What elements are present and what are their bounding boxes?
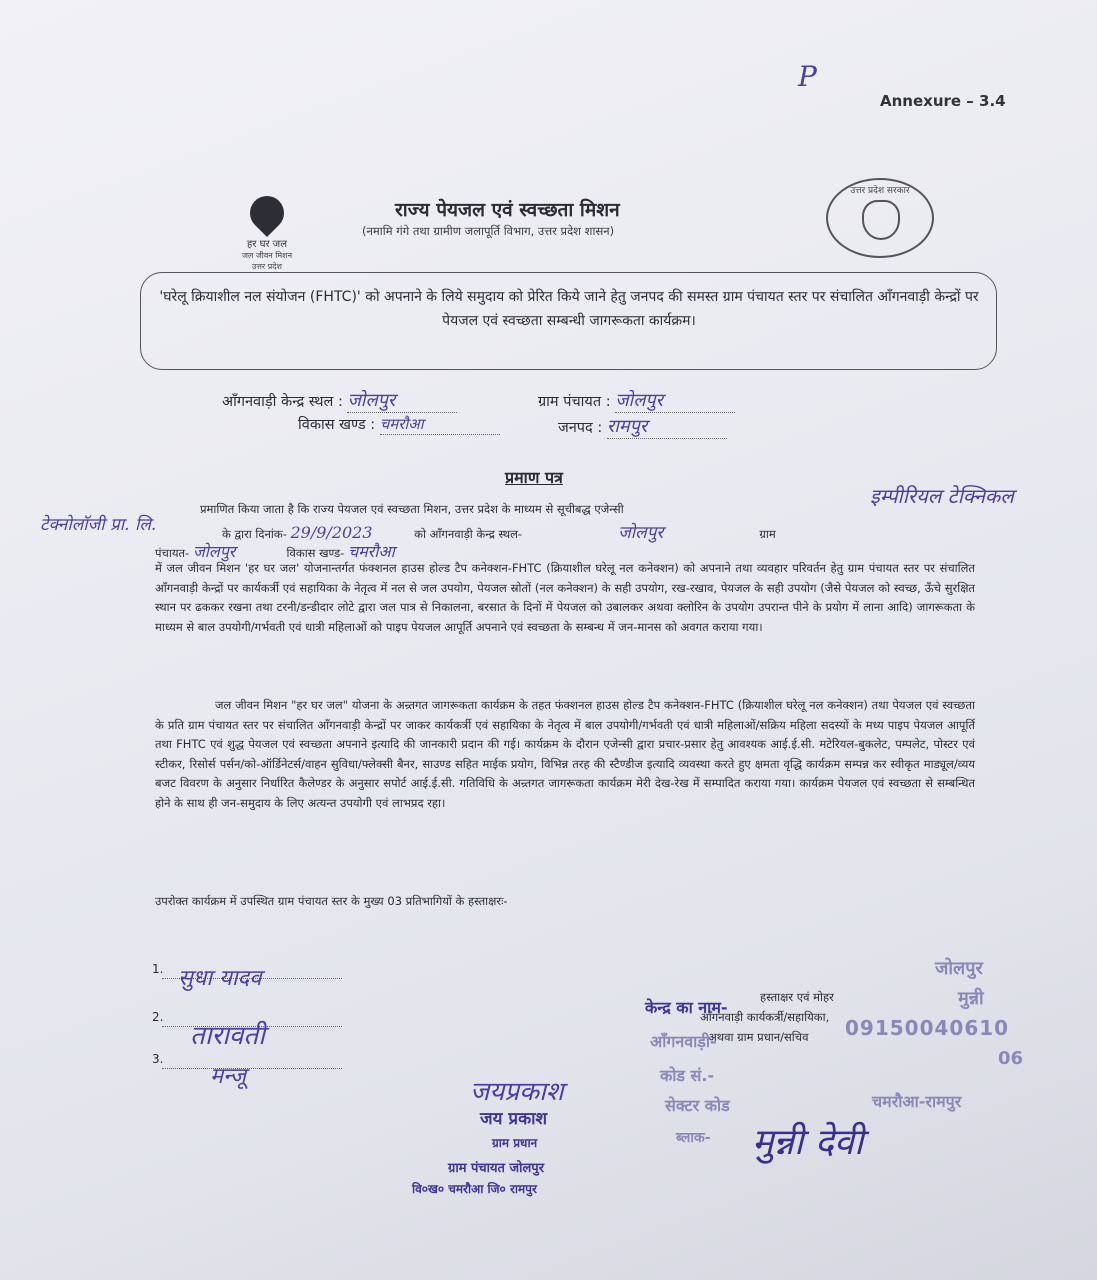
pradhan-signature: जयप्रकाश (470, 1077, 564, 1107)
stamp-sector-label: सेक्टर कोड (665, 1096, 730, 1115)
stamp-code-value: 09150040610 (845, 1016, 1010, 1040)
logo-left-line1: हर घर जल (247, 239, 287, 250)
participant-2-signature: तारावती (190, 1021, 265, 1051)
participant-3-line (162, 1068, 342, 1069)
anganwadi-value: जोलपुर (347, 388, 457, 413)
paragraph1-part-b: के द्वारा दिनांक- (222, 527, 287, 541)
participant-3-signature: मन्जू (210, 1064, 247, 1089)
participants-intro: उपरोक्त कार्यक्रम में उपस्थित ग्राम पंचायत स्तर के मुख्य 03 प्रतिभागियों के हस्ताक्षरः- (155, 894, 508, 908)
pradhan-line3: वि०ख० चमरौआ जि० रामपुर (412, 1182, 537, 1196)
programme-title: 'घरेलू क्रियाशील नल संयोजन (FHTC)' को अपनाने के लिये समुदाय को प्रेरित किये जाने हेतु जनपद की समस्त ग्राम पंचायत स्तर पर संचालित आँगनवाड़ी केन्द्रों पर पेयजल एवं स्वच्छता सम्बन्धी जागरूकता कार्यक्रम। (159, 289, 979, 329)
stamp-sector-value: 06 (998, 1048, 1024, 1069)
paragraph1-part-e: पंचायत- (155, 546, 190, 560)
emblem-bow-icon (862, 200, 900, 240)
signature-block-line2: आँगनवाड़ी कार्यकर्त्री/सहायिका, (700, 1010, 830, 1024)
khand-handwritten: चमरौआ (347, 542, 395, 561)
stamp-block-value: चमरौआ-रामपुर (872, 1092, 962, 1111)
gram-panchayat-label: ग्राम पंचायत : (538, 394, 611, 410)
logo-left-line3: उत्तर प्रदेश (252, 262, 282, 271)
janpad-label: जनपद : (558, 420, 603, 436)
participant-1-signature: सुधा यादव (178, 966, 262, 991)
vikas-khand-field (298, 414, 500, 435)
paragraph1-part-g: में जल जीवन मिशन 'हर घर जल' योजनान्तर्गत फंक्शनल हाउस होल्ड टैप कनेक्शन-FHTC (क्रियाशील घरेलू नल कनेक्शन) को अपनाने तथा व्यवहार परिवर्तन हेतु ग्राम पंचायत स्तर पर संचालित आँगनवाड़ी केन्द्रों पर कार्यकर्त्री एवं सहायिका के नेतृत्व में नल से जल उपयोग, पेयजल स्रोतों (नल कनेक्शन) के सही उपयोग, रख-रखाव, पेयजल के सही उपयोग (जैसे पेयजल को स्वच्छ, ऊँचे सुरक्षित स्थान पर ढककर रखना तथा टरनी/डन्डीदार लोटे द्वारा जल पात्र से निकालना, बरसात के दिनों में पेयजल को उबालकर अथवा क्लोरिन के उपयोग उपरान्त पीने के प्रयोग में लाना आदि) जागरूकता के माध्यम से बाल उपयोगी/गर्भवती एवं धात्री महिलाओं को पाइप पेयजल आपूर्ति अपनाने एवं स्वच्छता के सम्बन्ध में जन-मानस को अवगत कराया गया। (155, 561, 975, 634)
anganwadi-field (222, 388, 457, 413)
paragraph2: जल जीवन मिशन "हर घर जल" योजना के अन्र्तगत जागरूकता कार्यक्रम के तहत फंक्शनल हाउस होल्ड टैप कनेक्शन-FHTC (क्रियाशील घरेलू नल कनेक्शन) तथा पेयजल एवं स्वच्छता के प्रति ग्राम पंचायत स्तर पर संचालित आँगनवाड़ी केन्द्रों पर जाकर कार्यकर्त्री एवं सहायिका के नेतृत्व में बाल उपयोगी/गर्भवती एवं धात्री महिलाओं/सक्रिय महिला सदस्यों के मध्य पाइप पेयजल आपूर्ति तथा FHTC एवं शुद्ध पेयजल एवं स्वच्छता अपनाने इत्यादि की जानकारी प्रदान की गई। कार्यक्रम के दौरान एजेन्सी द्वारा प्रचार-प्रसार हेतु आवश्यक आई.ई.सी. मटेरियल-बुकलेट, पम्पलेट, पोस्टर एवं स्टीकर, रिसोर्स पर्सन/को-ऑर्डिनेटर्स/वाहन सुविधा/फ्लेक्सी बैनर, साउण्ड सहित माईक प्रयोग, विभिन्न तरह की स्टैण्डीज इत्यादि व्यवस्था करते हुए क्षमता वृद्धि कार्यक्रम सम्पन्न कर स्वीकृत माड्यूल/व्यय बजट विवरण के अनुसार निर्धारित कैलेण्डर के अनुसार सपोर्ट आई.ई.सी. गतिविधि के अन्र्तगत जागरूकता कार्यक्रम मेरी देख-रेख में सम्पादित कराया गया। कार्यक्रम पेयजल एवं स्वच्छता से सम्बन्धित होने के साथ ही जन-समुदाय के लिए अत्यन्त उपयोगी एवं लाभप्रद रहा। (155, 698, 975, 810)
top-handwritten-mark: P (798, 60, 817, 93)
jal-jeevan-mission-logo (222, 196, 312, 272)
emblem-text: उत्तर प्रदेश सरकार (850, 186, 910, 196)
stamp-anganwadi-label: आँगनवाड़ी- (650, 1032, 717, 1051)
paragraph1-part-f: विकास खण्ड- (286, 546, 345, 560)
date-handwritten: 29/9/2023 (290, 523, 373, 542)
signature-block-line3: अथवा ग्राम प्रधान/सचिव (708, 1030, 809, 1044)
pradhan-line1: ग्राम प्रधान (492, 1136, 538, 1150)
paragraph1-part-d: ग्राम (759, 527, 776, 541)
paragraph1-part-a: प्रमाणित किया जाता है कि राज्य पेयजल एवं स्वच्छता मिशन, उत्तर प्रदेश के माध्यम से सूचीबद्ध एजेन्सी (200, 502, 624, 516)
participant-1-number: 1. (152, 962, 164, 976)
stamp-kendra-value: जोलपुर (935, 958, 983, 979)
participant-2-number: 2. (152, 1010, 164, 1024)
vikas-khand-value: चमरौआ (380, 414, 500, 435)
gram-panchayat-field (538, 388, 735, 413)
anganwadi-label: आँगनवाड़ी केन्द्र स्थल : (222, 394, 343, 410)
stamp-code-label: कोड सं.- (660, 1066, 715, 1085)
sthal-handwritten: जोलपुर (618, 523, 664, 543)
agency-handwritten: इम्पीरियल टेक्निकल (870, 484, 1014, 508)
vikas-khand-label: विकास खण्ड : (298, 417, 376, 433)
pradhan-line2: ग्राम पंचायत जोलपुर (448, 1161, 545, 1176)
logo-left-line2: जल जीवन मिशन (241, 251, 293, 260)
pradhan-name: जय प्रकाश (480, 1109, 548, 1129)
paragraph1-part-c: को आँगनवाड़ी केन्द्र स्थल- (414, 527, 523, 541)
stamp-block-label: ब्लाक- (676, 1130, 711, 1146)
gram-panchayat-value: जोलपुर (615, 388, 735, 413)
certificate-title: प्रमाण पत्र (505, 468, 563, 487)
signature-block-line1: हस्ताक्षर एवं मोहर (760, 990, 834, 1004)
agency-margin-handwritten: टेक्नोलॉजी प्रा. लि. (40, 515, 157, 535)
annexure-label: Annexure – 3.4 (880, 92, 1006, 110)
janpad-value: रामपुर (607, 414, 727, 439)
up-government-emblem (826, 178, 934, 258)
page-title: राज्य पेयजल एवं स्वच्छता मिशन (395, 199, 620, 221)
page-subtitle: (नमामि गंगे तथा ग्रामीण जलापूर्ति विभाग, उत्तर प्रदेश शासन) (362, 224, 615, 238)
anganwadi-signature: मुन्नी देवी (752, 1122, 864, 1163)
participant-3-number: 3. (152, 1052, 164, 1066)
stamp-anganwadi-value: मुन्नी (958, 988, 984, 1009)
water-drop-icon (243, 189, 291, 237)
panchayat-handwritten: जोलपुर (192, 542, 236, 561)
stamp-kendra-label: केन्द्र का नाम- (645, 998, 728, 1017)
janpad-field (558, 414, 727, 439)
programme-title-box (140, 272, 997, 370)
